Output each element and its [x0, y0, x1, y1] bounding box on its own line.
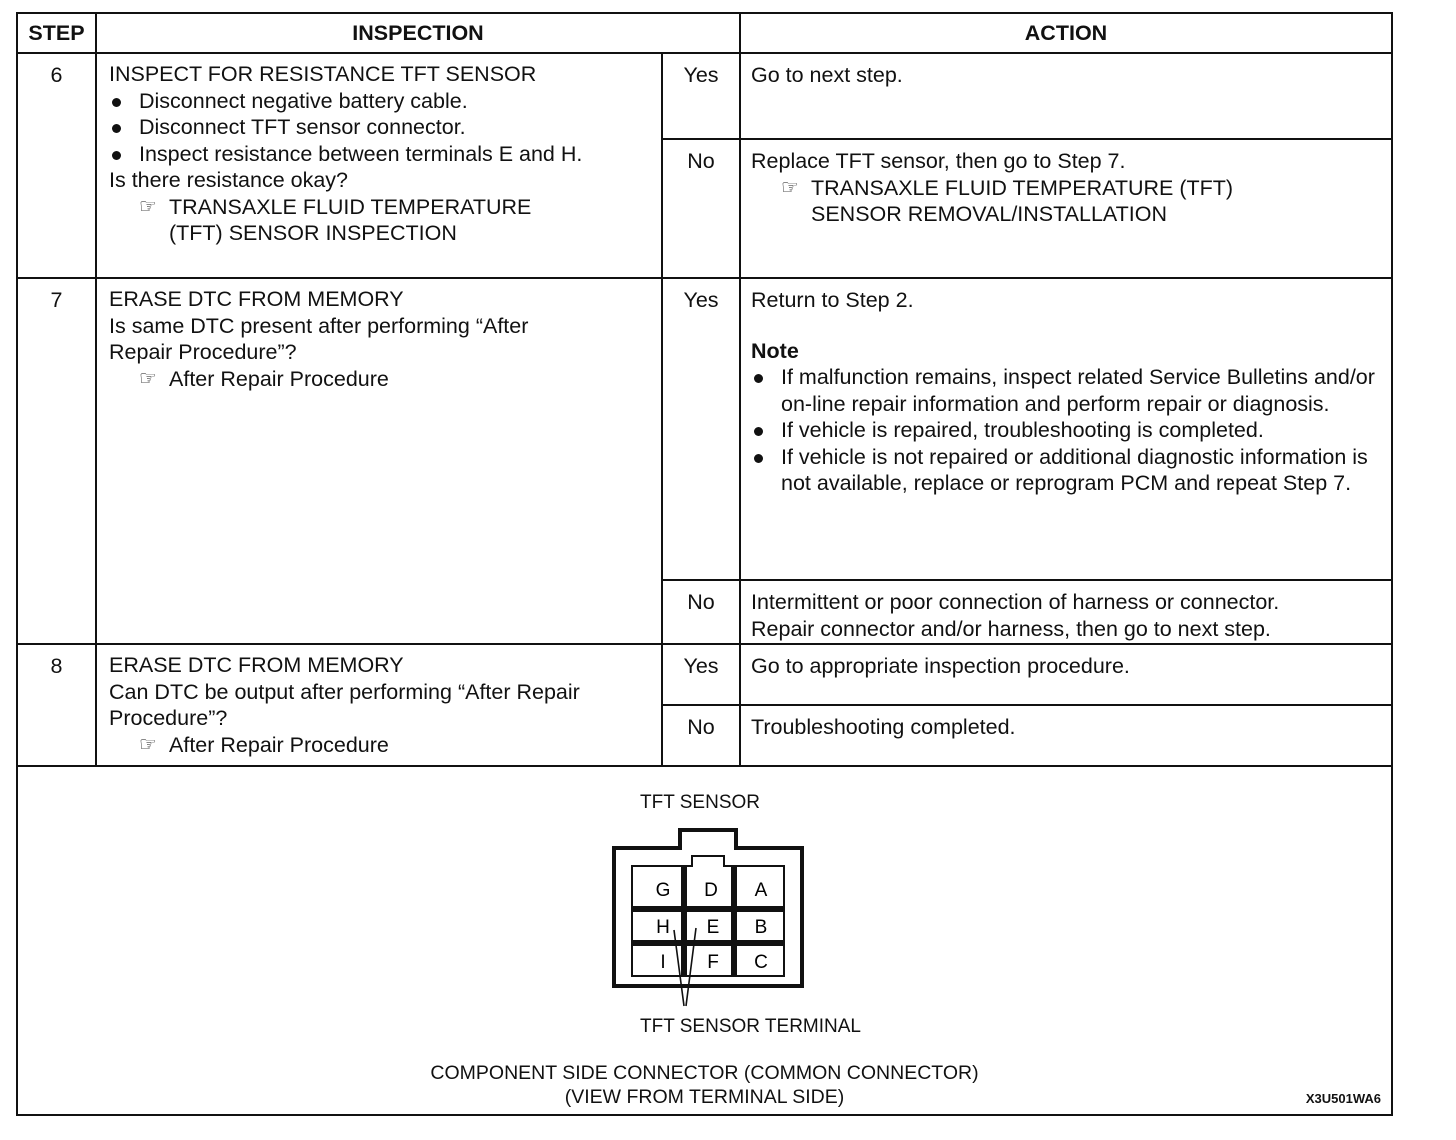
terminal-g: G	[655, 880, 671, 901]
diagnostic-sheet	[16, 12, 1393, 1116]
yes-action: Go to next step.	[740, 53, 1391, 139]
pointing-hand-icon: ☞	[139, 733, 157, 756]
yes-label: Yes	[662, 53, 740, 139]
no-label: No	[662, 139, 740, 278]
pointing-hand-icon: ☞	[781, 176, 799, 199]
bullet-item: Disconnect TFT sensor connector.	[109, 114, 651, 141]
inspection-question: Can DTC be output after performing “After Repair	[109, 679, 580, 704]
inspection-question: Is there resistance okay?	[109, 168, 349, 192]
grid-wall	[681, 866, 687, 976]
no-action: Intermittent or poor connection of harness or connector. Repair connector and/or harness, then go to next step.	[740, 580, 1391, 644]
terminal-b: B	[754, 917, 768, 938]
connector-diagram	[608, 826, 828, 1016]
pointing-hand-icon: ☞	[139, 195, 157, 218]
step-number: 7	[18, 278, 96, 644]
bullet-item: Disconnect negative battery cable.	[109, 88, 651, 115]
inspection-title: INSPECT FOR RESISTANCE TFT SENSOR	[109, 62, 537, 86]
step-8-yes-row	[18, 644, 1391, 705]
inspection-title: ERASE DTC FROM MEMORY	[109, 287, 404, 311]
action-header: ACTION	[740, 14, 1391, 53]
connector-figure	[18, 766, 1391, 1114]
terminal-f: F	[707, 952, 719, 973]
grid-wall	[731, 866, 737, 976]
step-8-inspection	[96, 644, 662, 766]
inspection-header: INSPECTION	[96, 14, 740, 53]
step-number: 6	[18, 53, 96, 278]
bullet-icon	[751, 417, 781, 443]
terminal-e: E	[706, 917, 720, 938]
pointing-hand-icon: ☞	[139, 367, 157, 390]
no-action: Troubleshooting completed.	[740, 705, 1391, 766]
note-item: If vehicle is repaired, troubleshooting is completed.	[751, 417, 1381, 444]
bullet-icon	[751, 444, 781, 470]
bullet-icon	[109, 141, 139, 167]
reference-link[interactable]: ☞ TRANSAXLE FLUID TEMPERATURE (TFT) SENSOR REMOVAL/INSTALLATION	[781, 175, 1234, 226]
caption-line1: COMPONENT SIDE CONNECTOR (COMMON CONNECTOR)	[430, 1062, 979, 1084]
grid-wall	[632, 940, 784, 946]
step-header: STEP	[18, 14, 96, 53]
note-item: If vehicle is not repaired or additional diagnostic information is not available, replace or reprogram PCM and repeat Step 7.	[751, 444, 1381, 497]
yes-label: Yes	[662, 644, 740, 705]
troubleshooting-table	[18, 14, 1391, 767]
tft-sensor-label: TFT SENSOR	[640, 792, 760, 813]
terminal-d: D	[704, 880, 718, 901]
note-item: If malfunction remains, inspect related Service Bulletins and/or on-line repair information and perform repair or diagnosis.	[751, 364, 1381, 417]
bullet-icon	[751, 364, 781, 390]
figure-code: X3U501WA6	[1305, 1091, 1381, 1106]
no-label: No	[662, 580, 740, 644]
reference-link[interactable]: ☞ After Repair Procedure	[139, 732, 389, 757]
terminal-a: A	[754, 880, 768, 901]
terminal-label: TFT SENSOR TERMINAL	[640, 1016, 861, 1037]
bullet-icon	[109, 88, 139, 114]
reference-link[interactable]: ☞ After Repair Procedure	[139, 366, 389, 391]
bullet-item: Inspect resistance between terminals E and H.	[109, 141, 651, 168]
grid-wall	[632, 906, 784, 912]
terminal-i: I	[660, 952, 666, 973]
no-label: No	[662, 705, 740, 766]
terminal-h: H	[656, 917, 670, 938]
step-6-inspection	[96, 53, 662, 278]
header-row	[18, 14, 1391, 53]
bullet-icon	[109, 114, 139, 140]
yes-label: Yes	[662, 278, 740, 580]
no-action: Replace TFT sensor, then go to Step 7. ☞ TRANSAXLE FLUID TEMPERATURE (TFT) SENSOR REMOVAL/INSTALLATION	[740, 139, 1391, 278]
note-title: Note	[751, 338, 799, 363]
inspection-question: Is same DTC present after performing “After	[109, 313, 529, 338]
yes-action: Go to appropriate inspection procedure.	[740, 644, 1391, 705]
caption-line2: (VIEW FROM TERMINAL SIDE)	[564, 1086, 845, 1108]
terminal-c: C	[754, 952, 768, 973]
yes-action: Return to Step 2. Note If malfunction remains, inspect related Service Bulletins and/or on-line repair information and perform repair or diagnosis. If vehicle is repaired, troubleshooting is completed. If vehicle is not repaired or additional diagnostic information is not available, replace or reprogram PCM and repeat Step 7.	[740, 278, 1391, 580]
step-number: 8	[18, 644, 96, 766]
step-7-yes-row	[18, 278, 1391, 580]
inspection-question: Procedure”?	[109, 706, 228, 730]
step-6-yes-row	[18, 53, 1391, 139]
inspection-question: Repair Procedure”?	[109, 340, 297, 364]
inspection-title: ERASE DTC FROM MEMORY	[109, 653, 404, 677]
step-7-inspection	[96, 278, 662, 644]
reference-link[interactable]: ☞ TRANSAXLE FLUID TEMPERATURE (TFT) SENSOR INSPECTION	[139, 194, 532, 245]
